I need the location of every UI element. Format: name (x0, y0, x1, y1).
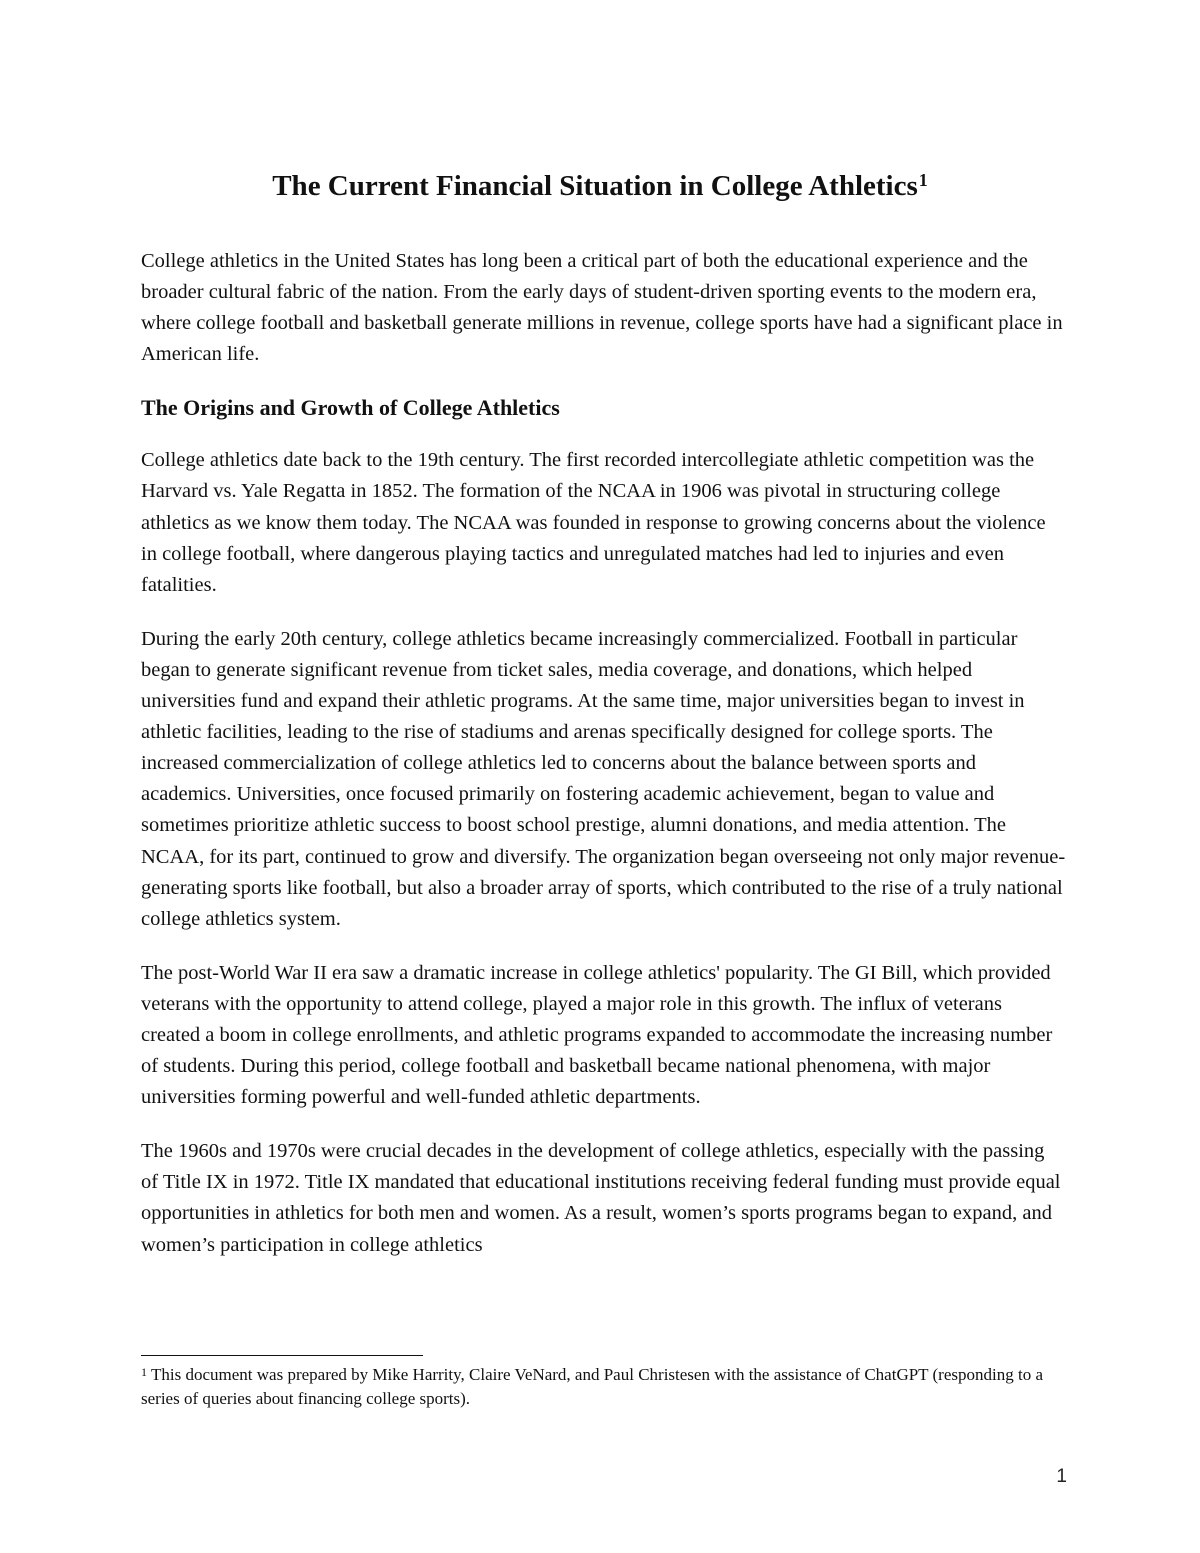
footnote (141, 1363, 1066, 1411)
body-paragraph: College athletics date back to the 19th century. The first recorded intercollegiate athletic competition was the Harvard vs. Yale Regatta in 1852. The formation of the NCAA in 1906 was pivotal in structuring college athletics as we know them today. The NCAA was founded in response to growing concerns about the violence in college football, where dangerous playing tactics and unregulated matches had led to injuries and even fatalities. (141, 449, 1046, 596)
document-title (0, 166, 1200, 206)
footnote-text: This document was prepared by Mike Harrity, Claire VeNard, and Paul Christesen with the assistance of ChatGPT (responding to a series of queries about financing college sports). (141, 1365, 1043, 1408)
intro-paragraph: College athletics in the United States has long been a critical part of both the educational experience and the broader cultural fabric of the nation. From the early days of student-driven sporting events to the modern era, where college football and basketball generate millions in revenue, college sports have had a significant place in American life. (141, 250, 1063, 366)
title-footnote-mark: 1 (918, 170, 928, 190)
page-number: 1 (1056, 1466, 1067, 1487)
footnote-mark: 1 (141, 1365, 147, 1379)
section-heading: The Origins and Growth of College Athletics (141, 395, 560, 421)
footnote-separator (141, 1355, 423, 1356)
document-title-text: The Current Financial Situation in College Athletics (272, 170, 918, 202)
document-body (141, 246, 1066, 1284)
body-paragraph: The 1960s and 1970s were crucial decades in the development of college athletics, especially with the passing of Title IX in 1972. Title IX mandated that educational institutions receiving federal funding must provide equal opportunities in athletics for both men and women. As a result, women’s sports programs began to expand, and women’s participation in college athletics (141, 1140, 1061, 1256)
body-paragraph: The post-World War II era saw a dramatic increase in college athletics' popularity. The GI Bill, which provided veterans with the opportunity to attend college, played a major role in this growth. The influx of veterans created a boom in college enrollments, and athletic programs expanded to accommodate the increasing number of students. During this period, college football and basketball became national phenomena, with major universities forming powerful and well-funded athletic departments. (141, 961, 1053, 1109)
body-paragraph: During the early 20th century, college athletics became increasingly commercialized. Football in particular began to generate significant revenue from ticket sales, media coverage, and donations, which helped universities fund and expand their athletic programs. At the same time, major universities began to invest in athletic facilities, leading to the rise of stadiums and arenas specifically designed for college sports. The increased commercialization of college athletics led to concerns about the balance between sports and academics. Universities, once focused primarily on fostering academic achievement, began to value and sometimes prioritize athletic success to boost school prestige, alumni donations, and media attention. The NCAA, for its part, continued to grow and diversify. The organization began overseeing not only major revenue-generating sports like football, but also a broader array of sports, which contributed to the rise of a truly national college athletics system. (141, 627, 1066, 930)
